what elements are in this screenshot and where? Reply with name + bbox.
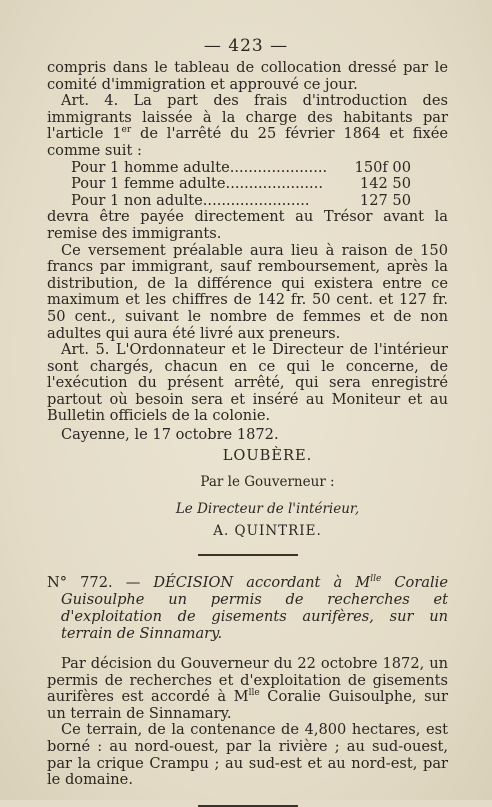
fee-row (71, 193, 411, 210)
closing-divider (198, 805, 298, 807)
fee-row (71, 160, 411, 177)
article-4-text-continued: de l'arrêté du 25 février 1864 et fixée comme suit : (47, 125, 448, 159)
decision-paragraph-1-text: Par décision du Gouverneur du 22 octobre 1872, un permis de recherches et d'exploitation de gisements aurifères est accordé à M (47, 655, 448, 706)
versement-paragraph: Ce versement préalable aura lieu à raison de 150 francs par immigrant, sauf remboursement, après la distribution, de la différence qui existera entre ce maximum et les chiffres de 142 fr. 50 cent. et 127 fr. 50 cent., suivant le nombre de femmes et de non adultes qui aura été livré aux preneurs. (47, 241, 448, 342)
decision-number: N° 772. — (47, 574, 141, 592)
article-4-superscript: er (121, 125, 132, 136)
signature-by-line: Par le Gouverneur : (200, 474, 335, 491)
decision-paragraph-1-text-continued: Coralie Guisoulphe, sur un terrain de Sinnamary. (47, 688, 448, 722)
spacer (47, 642, 448, 656)
fee-label: Pour 1 non adulte....................... (71, 191, 310, 209)
fee-label: Pour 1 homme adulte..................... (71, 158, 328, 176)
decision-heading-text-continued: Coralie Guisoulphe un permis de recherches et d'exploitation de gisements aurifères, sur un terrain de Sinnamary. (61, 574, 448, 643)
fee-row (71, 176, 411, 193)
signature-block (47, 448, 448, 540)
signature-official: A. QUINTRIE. (213, 523, 322, 540)
decision-paragraph-2: Ce terrain, de la contenance de 4,800 hectares, est borné : au nord-ouest, par la rivière ; au sud-ouest, par la crique Crampu ; au sud-est et au nord-est, par le domaine. (47, 721, 448, 789)
article-4-text: Art. 4. La part des frais d'introduction des immigrants laissée à la charge des habitants par l'article 1 (47, 92, 448, 143)
intro-paragraph: compris dans le tableau de collocation dressé par le comité d'immigration et approuvé ce jour. (47, 59, 448, 93)
page-number: — 423 — (203, 36, 289, 56)
fee-amount: 142 50 (359, 175, 411, 193)
fee-amount: 150f 00 (354, 158, 411, 176)
decision-paragraph-1 (47, 656, 448, 722)
decision-heading-text: DÉCISION accordant à M (140, 574, 371, 592)
section-divider (198, 554, 298, 556)
decision-paragraph-1-superscript: lle (248, 688, 260, 699)
decision-heading-superscript: lle (370, 574, 382, 585)
fee-amount: 127 50 (359, 191, 411, 209)
fee-label: Pour 1 femme adulte..................... (71, 175, 323, 193)
article-4-paragraph (47, 93, 448, 159)
payment-paragraph: devra être payée directement au Trésor avant la remise des immigrants. (47, 208, 448, 242)
decision-heading (47, 574, 448, 642)
document-body (47, 60, 448, 807)
article-5-paragraph: Art. 5. L'Ordonnateur et le Directeur de l'intérieur sont chargés, chacun en ce qui le concerne, de l'exécution du présent arrêté, qui sera enregistré partout où besoin sera et inséré au Moniteur et au Bulletin officiels de la colonie. (47, 341, 448, 425)
place-date: Cayenne, le 17 octobre 1872. (61, 426, 279, 444)
signature-name: LOUBÈRE. (222, 446, 313, 464)
signature-title: Le Directeur de l'intérieur, (175, 500, 360, 517)
fee-table (71, 160, 411, 210)
